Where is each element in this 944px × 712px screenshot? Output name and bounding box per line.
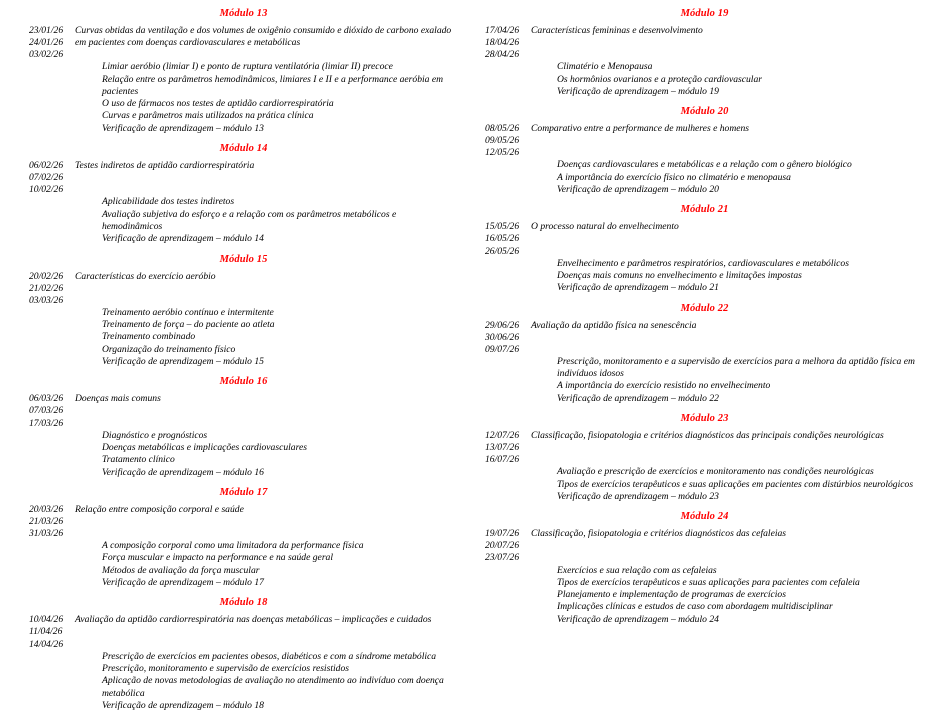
module-date: 30/06/26	[485, 331, 520, 343]
module-entry	[485, 528, 924, 626]
module-topic: Doenças metabólicas e implicações cardiovasculares	[102, 441, 307, 453]
module-entry	[485, 430, 924, 503]
module-topic: Verificação de aprendizagem – módulo 23	[557, 490, 719, 502]
module-entry	[485, 221, 924, 294]
module-date: 16/05/26	[485, 233, 520, 245]
module-header: Módulo 17	[219, 486, 268, 498]
module-entry-head	[485, 123, 924, 159]
module-dates	[485, 25, 531, 61]
module-entry-head	[485, 320, 924, 356]
module-title: Características femininas e desenvolvimento	[531, 25, 703, 36]
module-topic: Prescrição de exercícios em pacientes obesos, diabéticos e com a síndrome metabólica	[102, 650, 437, 662]
module-date: 03/02/26	[29, 49, 64, 61]
module-date: 31/03/26	[29, 528, 64, 540]
module-date: 07/02/26	[29, 172, 64, 184]
module-dates	[29, 614, 75, 650]
module-entry	[29, 504, 458, 589]
module-topic: Prescrição, monitoramento e supervisão de exercícios resistidos	[102, 662, 349, 674]
module-date: 20/02/26	[29, 270, 64, 282]
module-date: 21/03/26	[29, 515, 64, 527]
module-date: 20/07/26	[485, 540, 520, 552]
module-topic: Verificação de aprendizagem – módulo 19	[557, 85, 719, 97]
module-date: 28/04/26	[485, 49, 520, 61]
module-dates	[485, 430, 531, 466]
module-topic: A importância do exercício físico no climatério e menopausa	[557, 171, 791, 183]
module-date: 09/07/26	[485, 343, 520, 355]
module-topic: Verificação de aprendizagem – módulo 21	[557, 282, 719, 294]
module-topic: Verificação de aprendizagem – módulo 22	[557, 392, 719, 404]
module-date: 11/04/26	[29, 626, 63, 638]
module-topic: Planejamento e implementação de programas de exercícios	[557, 589, 786, 601]
module-topic-list	[29, 540, 458, 589]
module-title: Características do exercício aeróbio	[75, 270, 216, 282]
module-title: Avaliação da aptidão cardiorrespiratória nas doenças metabólicas – implicações e cuidados	[75, 614, 432, 626]
module-date: 06/02/26	[29, 160, 64, 172]
module-date: 19/07/26	[485, 528, 520, 540]
module-entry-head	[485, 25, 924, 61]
module-entry	[485, 25, 924, 98]
module-topic: Os hormônios ovarianos e a proteção cardiovascular	[557, 73, 763, 85]
module-topic: Verificação de aprendizagem – módulo 20	[557, 184, 719, 196]
module-topic: Organização do treinamento físico	[102, 343, 236, 355]
module-topic: Diagnóstico e prognósticos	[102, 429, 208, 441]
module-dates	[29, 25, 75, 61]
module-topic: Métodos de avaliação da força muscular	[102, 564, 260, 576]
module-date: 23/01/26	[29, 25, 64, 36]
module-date: 20/03/26	[29, 503, 64, 515]
module-topic-list	[29, 61, 458, 135]
module-date: 12/05/26	[485, 147, 520, 159]
module-topic: Aplicação de novas metodologias de avaliação no atendimento ao indivíduo com doença metabólica	[102, 675, 444, 699]
module-topic: Verificação de aprendizagem – módulo 15	[102, 356, 264, 368]
module-header: Módulo 21	[680, 204, 729, 216]
module-dates	[29, 504, 75, 540]
module-title: O processo natural do envelhecimento	[531, 221, 679, 233]
module-header: Módulo 24	[680, 511, 729, 523]
module-topic: O uso de fármacos nos testes de aptidão cardiorrespiratória	[102, 98, 334, 110]
column-right	[472, 0, 944, 699]
module-entry	[29, 160, 458, 245]
module-topic: A importância do exercício resistido no envelhecimento	[557, 380, 771, 392]
module-date: 26/05/26	[485, 245, 520, 257]
module-topic: Treinamento aeróbio contínuo e intermitente	[102, 306, 274, 318]
module-topic: Verificação de aprendizagem – módulo 14	[102, 233, 264, 245]
module-title: Avaliação da aptidão física na senescência	[531, 319, 697, 331]
module-dates	[29, 393, 75, 429]
module-title: Relação entre composição corporal e saúde	[75, 503, 244, 515]
module-date: 24/01/26	[29, 37, 64, 49]
module-topic-list	[29, 196, 458, 245]
module-header: Módulo 14	[219, 143, 268, 155]
module-topic: Limiar aeróbio (limiar I) e ponto de ruptura ventilatória (limiar II) precoce	[102, 61, 393, 73]
module-topic: Exercícios e sua relação com as cefaleias	[557, 564, 717, 576]
module-title: Doenças mais comuns	[75, 393, 161, 405]
module-date: 21/02/26	[29, 282, 64, 294]
module-date: 17/03/26	[29, 417, 64, 429]
module-header: Módulo 23	[680, 413, 729, 425]
module-topic: Tipos de exercícios terapêuticos e suas aplicações para pacientes com cefaleia	[557, 576, 860, 588]
module-dates	[485, 123, 531, 159]
module-topic: Envelhecimento e parâmetros respiratórios, cardiovasculares e metabólicos	[557, 257, 849, 269]
module-topic: Verificação de aprendizagem – módulo 24	[557, 613, 719, 625]
module-topic-list	[485, 258, 924, 295]
module-topic: Força muscular e impacto na performance e na saúde geral	[102, 552, 334, 564]
module-topic: Prescrição, monitoramento e a supervisão de exercícios para a melhora da aptidão física em indivíduos idosos	[557, 355, 915, 380]
module-date: 12/07/26	[485, 430, 520, 442]
module-entry-head	[29, 393, 458, 429]
module-date: 13/07/26	[485, 442, 520, 454]
module-title: Curvas obtidas da ventilação e dos volumes de oxigênio consumido e dióxido de carbono exalado em pacientes com doenças cardiovasculares e metabólicas	[75, 25, 452, 49]
module-dates	[29, 271, 75, 307]
module-dates	[485, 528, 531, 564]
module-date: 07/03/26	[29, 405, 64, 417]
module-entry-head	[29, 271, 458, 307]
module-date: 18/04/26	[485, 37, 520, 49]
module-dates	[485, 221, 531, 257]
module-date: 08/05/26	[485, 123, 520, 135]
module-date: 14/04/26	[29, 638, 64, 650]
module-date: 16/07/26	[485, 454, 520, 466]
module-header: Módulo 15	[219, 253, 268, 265]
module-topic-list	[485, 159, 924, 196]
module-header: Módulo 13	[219, 8, 268, 19]
module-date: 06/03/26	[29, 393, 64, 405]
module-topic: Verificação de aprendizagem – módulo 13	[102, 122, 264, 134]
module-topic: Aplicabilidade dos testes indiretos	[102, 196, 235, 208]
module-topic: Verificação de aprendizagem – módulo 17	[102, 577, 264, 589]
module-entry-head	[29, 614, 458, 650]
module-entry-head	[485, 221, 924, 257]
module-entry	[485, 320, 924, 405]
module-topic: Tipos de exercícios terapêuticos e suas aplicações em pacientes com distúrbios neurológicos	[557, 478, 914, 490]
module-topic: Doenças cardiovasculares e metabólicas e a relação com o gênero biológico	[557, 159, 852, 171]
module-entry	[29, 271, 458, 369]
module-title: Classificação, fisiopatologia e critérios diagnósticos das cefaleias	[531, 528, 787, 540]
module-topic: Relação entre os parâmetros hemodinâmicos, limiares I e II e a performance aeróbia em pacientes	[102, 73, 444, 97]
module-topic: Treinamento combinado	[102, 331, 196, 343]
module-date: 03/03/26	[29, 294, 64, 306]
module-title: Classificação, fisiopatologia e critérios diagnósticos das principais condições neurológicas	[531, 430, 884, 442]
module-header: Módulo 19	[680, 8, 729, 19]
module-entry	[29, 614, 458, 712]
module-topic-list	[29, 307, 458, 368]
module-topic: Doenças mais comuns no envelhecimento e limitações impostas	[557, 269, 802, 281]
module-entry-head	[485, 528, 924, 564]
module-entry-head	[29, 160, 458, 196]
module-entry	[485, 123, 924, 196]
module-header: Módulo 18	[219, 597, 268, 609]
module-dates	[29, 160, 75, 196]
module-header: Módulo 20	[680, 106, 729, 118]
module-topic: Implicações clínicas e estudos de caso com abordagem multidisciplinar	[557, 601, 833, 613]
module-topic: Tratamento clínico	[102, 454, 175, 466]
column-left	[0, 0, 472, 711]
module-header: Módulo 22	[680, 302, 729, 314]
module-topic: A composição corporal como uma limitadora da performance física	[102, 540, 364, 552]
module-entry	[29, 25, 458, 135]
module-topic-list	[485, 565, 924, 626]
module-topic: Avaliação subjetiva do esforço e a relação com os parâmetros metabólicos e hemodinâmicos	[102, 208, 397, 232]
module-header: Módulo 16	[219, 376, 268, 388]
module-topic: Treinamento de força – do paciente ao atleta	[102, 319, 275, 331]
module-date: 10/02/26	[29, 184, 64, 196]
module-topic-list	[29, 430, 458, 479]
module-topic-list	[29, 651, 458, 712]
module-entry-head	[29, 25, 458, 61]
module-entry-head	[485, 430, 924, 466]
module-date: 17/04/26	[485, 25, 520, 36]
module-date: 09/05/26	[485, 135, 520, 147]
module-date: 29/06/26	[485, 319, 520, 331]
module-topic: Verificação de aprendizagem – módulo 18	[102, 699, 264, 711]
module-title: Testes indiretos de aptidão cardiorrespiratória	[75, 160, 255, 172]
module-date: 10/04/26	[29, 614, 64, 626]
module-topic: Curvas e parâmetros mais utilizados na prática clínica	[102, 110, 314, 122]
module-topic-list	[485, 466, 924, 503]
module-topic: Verificação de aprendizagem – módulo 16	[102, 466, 264, 478]
module-dates	[485, 320, 531, 356]
module-topic-list	[485, 61, 924, 98]
module-entry	[29, 393, 458, 478]
module-topic: Avaliação e prescrição de exercícios e monitoramento nas condições neurológicas	[557, 466, 874, 478]
module-date: 23/07/26	[485, 552, 520, 564]
module-date: 15/05/26	[485, 221, 520, 233]
module-title: Comparativo entre a performance de mulheres e homens	[531, 123, 750, 135]
module-topic-list	[485, 356, 924, 405]
module-topic: Climatério e Menopausa	[557, 61, 653, 73]
module-entry-head	[29, 504, 458, 540]
